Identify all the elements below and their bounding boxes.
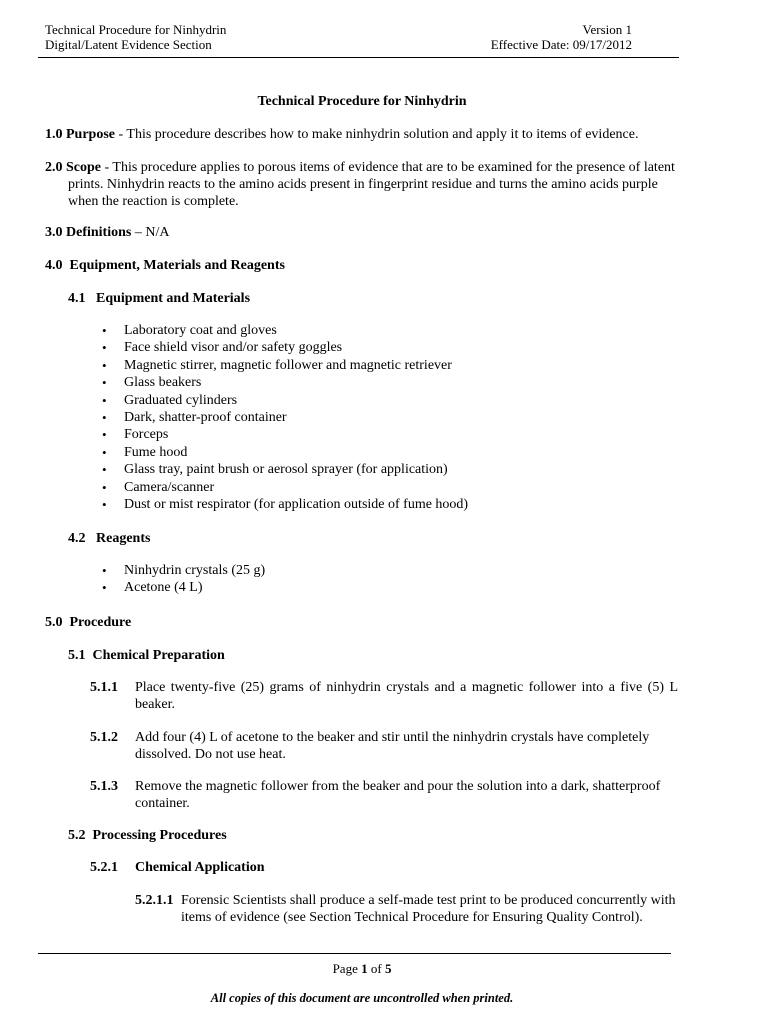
equipment-item: • Camera/scanner	[102, 479, 468, 496]
chemical-application-number: 5.2.1	[90, 860, 118, 875]
procedure-heading: 5.0 Procedure	[45, 615, 132, 630]
step-text-line1: Place twenty-five (25) grams of ninhydrin crystals and a magnetic follower into a five (5) L	[135, 680, 678, 695]
document-title: Technical Procedure for Ninhydrin	[257, 94, 467, 109]
step-text-line2: beaker.	[135, 697, 176, 712]
reagents-list	[102, 562, 265, 597]
equipment-item: • Dust or mist respirator (for application outside of fume hood)	[102, 496, 468, 513]
purpose-number: 1.0	[45, 127, 63, 142]
equipment-item: • Laboratory coat and gloves	[102, 322, 468, 339]
processing-procedures-heading: 5.2 Processing Procedures	[68, 828, 227, 843]
equipment-heading: 4.0 Equipment, Materials and Reagents	[45, 258, 285, 273]
step-number: 5.1.2	[90, 730, 118, 745]
header-version: Version 1	[582, 22, 632, 37]
equipment-item: • Fume hood	[102, 444, 468, 461]
step-text-line2: dissolved. Do not use heat.	[135, 747, 286, 762]
equipment-item: • Face shield visor and/or safety goggles	[102, 339, 468, 356]
section-purpose	[45, 126, 638, 143]
reagent-item: • Ninhydrin crystals (25 g)	[102, 562, 265, 579]
reagents-subheading: 4.2 Reagents	[68, 531, 151, 546]
scope-label: Scope	[66, 160, 101, 175]
scope-text-line1: - This procedure applies to porous items of evidence that are to be examined for the presence of latent	[101, 160, 675, 175]
header-effective-date: Effective Date: 09/17/2012	[490, 37, 632, 52]
step-number: 5.1.3	[90, 779, 118, 794]
equipment-item: • Glass tray, paint brush or aerosol sprayer (for application)	[102, 461, 468, 478]
footer-disclaimer: All copies of this document are uncontrolled when printed.	[210, 991, 514, 1005]
section-scope	[45, 159, 678, 210]
definitions-text: – N/A	[131, 225, 170, 240]
equipment-item: • Glass beakers	[102, 374, 468, 391]
equipment-item: • Graduated cylinders	[102, 392, 468, 409]
chemical-application-label: Chemical Application	[135, 860, 265, 875]
step-number: 5.1.1	[90, 680, 118, 695]
chemical-preparation-heading: 5.1 Chemical Preparation	[68, 648, 225, 663]
page-total: 5	[384, 961, 392, 976]
step-text-line1: Remove the magnetic follower from the beaker and pour the solution into a dark, shatterproof	[135, 779, 661, 794]
section-definitions	[45, 224, 169, 241]
equipment-list	[102, 322, 468, 513]
definitions-number: 3.0	[45, 225, 63, 240]
substep-number: 5.2.1.1	[135, 893, 174, 908]
step-text-line1: Add four (4) L of acetone to the beaker and stir until the ninhydrin crystals have completely	[135, 730, 650, 745]
page-current: 1	[361, 961, 368, 976]
definitions-label: Definitions	[66, 225, 132, 240]
scope-text-line2: prints. Ninhydrin reacts to the amino acids present in fingerprint residue and turns the amino acids purple	[68, 177, 658, 192]
purpose-label: Purpose	[66, 127, 115, 142]
purpose-text: - This procedure describes how to make ninhydrin solution and apply it to items of evidence.	[115, 127, 639, 142]
header-section: Digital/Latent Evidence Section	[45, 37, 212, 52]
page-number	[0, 961, 724, 977]
page-prefix: Page	[332, 961, 362, 976]
substep-text-line1: Forensic Scientists shall produce a self-made test print to be produced concurrently with	[181, 893, 676, 908]
header-title: Technical Procedure for Ninhydrin	[45, 22, 227, 37]
scope-number: 2.0	[45, 160, 63, 175]
scope-text-line3: when the reaction is complete.	[68, 194, 239, 209]
reagent-item: • Acetone (4 L)	[102, 579, 265, 596]
page-mid: of	[367, 961, 385, 976]
header-rule	[38, 57, 679, 58]
equipment-item: • Magnetic stirrer, magnetic follower and magnetic retriever	[102, 357, 468, 374]
equipment-subheading: 4.1 Equipment and Materials	[68, 291, 251, 306]
equipment-item: • Dark, shatter-proof container	[102, 409, 468, 426]
substep-text-line2: items of evidence (see Section Technical Procedure for Ensuring Quality Control).	[181, 910, 643, 925]
equipment-item: • Forceps	[102, 426, 468, 443]
footer-rule	[38, 953, 671, 954]
step-text-line2: container.	[135, 796, 190, 811]
